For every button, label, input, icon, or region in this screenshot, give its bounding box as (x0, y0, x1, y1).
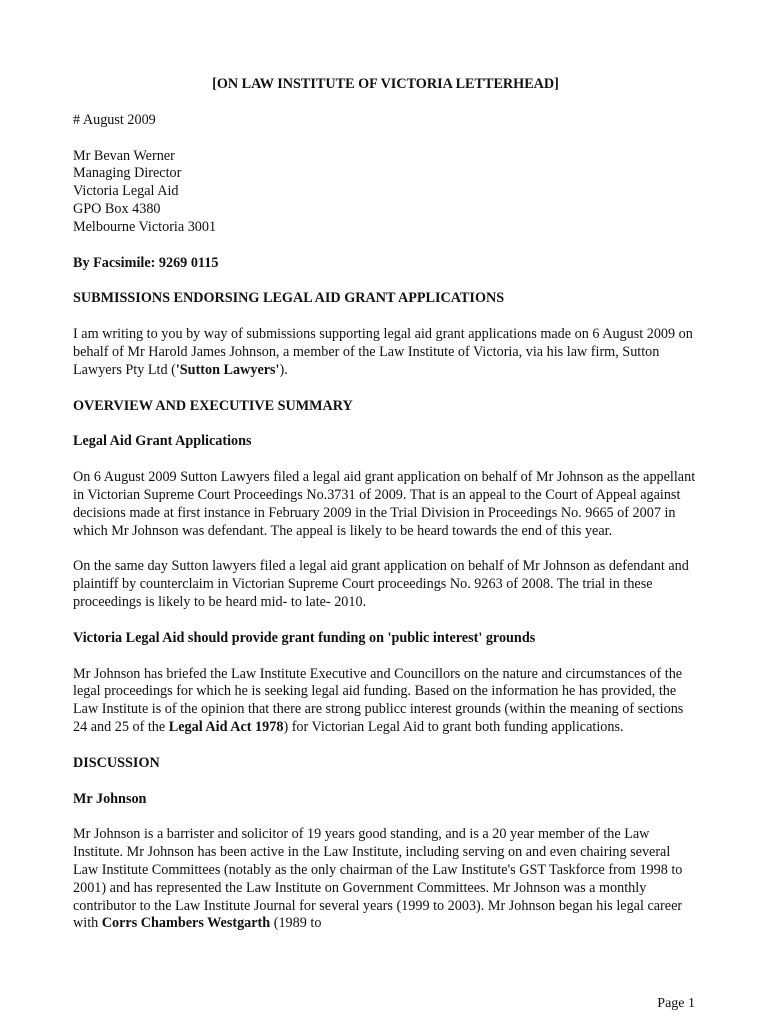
facsimile-line: By Facsimile: 9269 0115 (73, 254, 219, 271)
johnson-heading: Mr Johnson (73, 790, 147, 807)
letterhead: [ON LAW INSTITUTE OF VICTORIA LETTERHEAD] (212, 76, 559, 92)
paragraph-counterclaim: On the same day Sutton lawyers filed a legal aid grant application on behalf of Mr Johnson as defendant and plaintiff by counterclaim in Victorian Supreme Court proceedings No. 9263 of 2008. The trial in these proceedings is likely to be heard mid- to late- 2010. (73, 558, 689, 610)
address-line: Melbourne Victoria 3001 (73, 218, 217, 235)
page-number: Page 1 (657, 996, 695, 1011)
paragraph-appeal: On 6 August 2009 Sutton Lawyers filed a legal aid grant application on behalf of Mr Johnson as the appellant in Victorian Supreme Court Proceedings No.3731 of 2009. That is an appeal to the Court of Appeal against decisions made at first instance in February 2009 in the Trial Division in Proceedings No. 9665 of 2007 in which Mr Johnson was defendant. The appeal is likely to be heard towards the end of this year. (73, 469, 696, 539)
intro-paragraph: I am writing to you by way of submissions supporting legal aid grant applications made on 6 August 2009 on behalf of Mr Harold James Johnson, a member of the Law Institute of Victoria, via his law firm, Sutton Lawyers Pty Ltd ('Sutton Lawyers'). (73, 326, 693, 378)
address-line: Managing Director (73, 165, 182, 182)
overview-heading: OVERVIEW AND EXECUTIVE SUMMARY (73, 397, 353, 414)
public-interest-heading: Victoria Legal Aid should provide grant funding on 'public interest' grounds (73, 629, 536, 646)
address-line: Victoria Legal Aid (73, 183, 179, 200)
discussion-heading: DISCUSSION (73, 754, 160, 771)
grant-heading: Legal Aid Grant Applications (73, 433, 252, 450)
letter-date: # August 2009 (73, 111, 156, 128)
paragraph-public-interest: Mr Johnson has briefed the Law Institute Executive and Councillors on the nature and circumstances of the legal proceedings for which he is seeking legal aid funding. Based on the information he has provided, the Law Institute is of the opinion that there are strong publicc interest grounds (within the meaning of sections 24 and 25 of the Legal Aid Act 1978) for Victorian Legal Aid to grant both funding applications. (73, 665, 684, 735)
recipient-address (73, 148, 698, 237)
address-line: GPO Box 4380 (73, 200, 161, 217)
letter-page (73, 76, 698, 933)
address-line: Mr Bevan Werner (73, 147, 175, 164)
subject-heading: SUBMISSIONS ENDORSING LEGAL AID GRANT APPLICATIONS (73, 290, 505, 307)
paragraph-johnson: Mr Johnson is a barrister and solicitor of 19 years good standing, and is a 20 year member of the Law Institute. Mr Johnson has been active in the Law Institute, including serving on and even chairing several Law Institute Committees (notably as the only chairman of the Law Institute's GST Taskforce from 1998 to 2001) and has represented the Law Institute on Government Committees. Mr Johnson was a monthly contributor to the Law Institute Journal for several years (1999 to 2003). Mr Johnson began his legal career with Corrs Chambers Westgarth (1989 to (73, 826, 683, 932)
